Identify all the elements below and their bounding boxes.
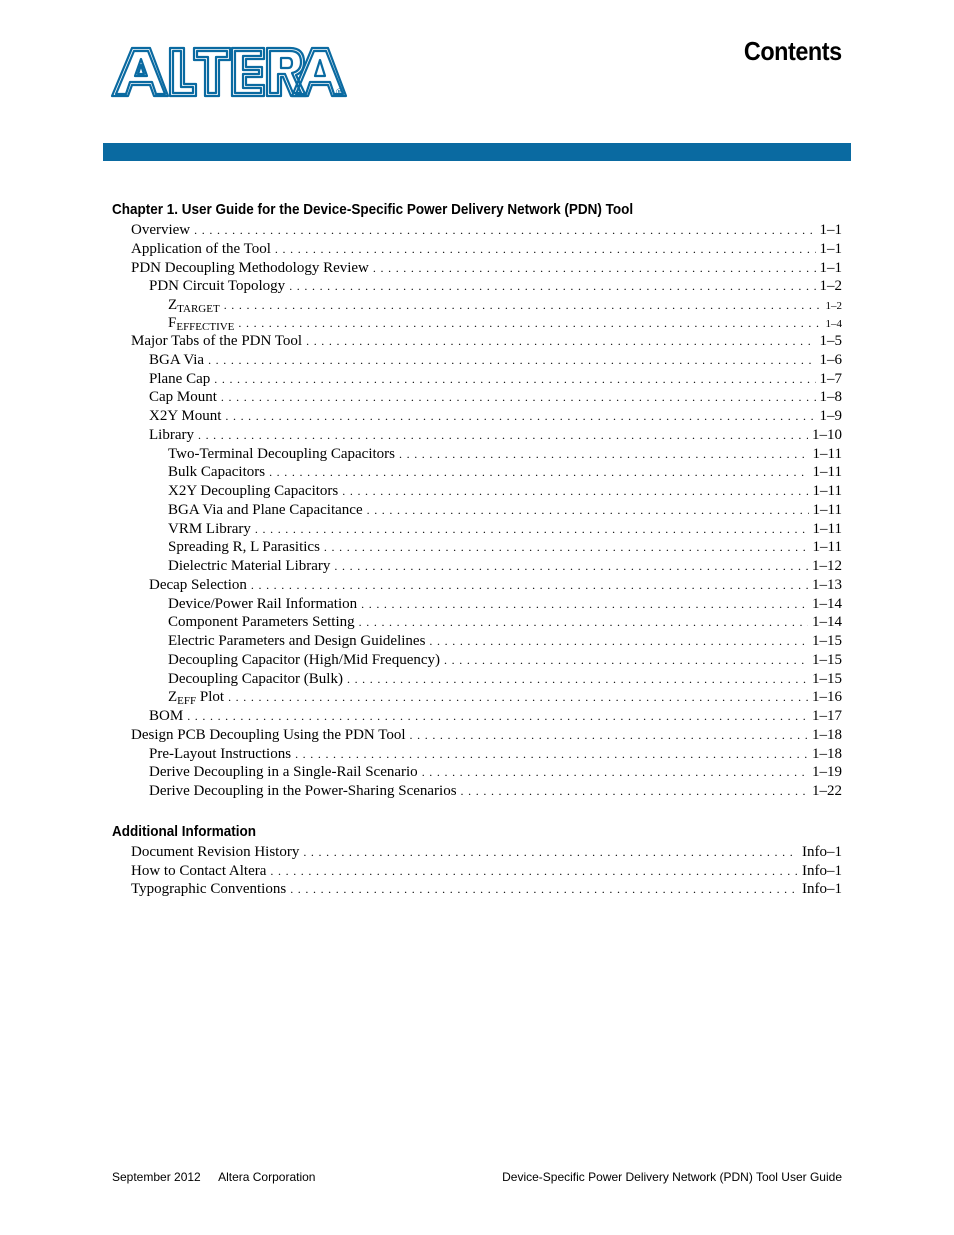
toc-entry-page: 1–17: [812, 708, 842, 724]
toc-entry[interactable]: [112, 463, 842, 482]
toc-entry-title: $Z_{EFF}$ Plot: [168, 689, 225, 708]
toc-entry-title: Bulk Capacitors: [168, 464, 266, 481]
chapter1-entries: [112, 221, 842, 801]
toc-entry[interactable]: [112, 296, 842, 314]
toc-entry[interactable]: [112, 482, 842, 501]
toc-entry-page: 1–12: [812, 558, 842, 574]
toc-entry-page: 1–11: [812, 539, 842, 556]
toc-entry-page: 1–9: [819, 408, 842, 424]
toc-entry[interactable]: [112, 501, 842, 520]
toc-entry[interactable]: [112, 332, 842, 351]
toc-entry-title: Typographic Conventions: [131, 881, 287, 898]
dot-leader: [306, 332, 815, 351]
footer-date: September 2012: [112, 1170, 201, 1184]
dot-leader: [410, 726, 808, 745]
toc-entry-title: Plane Cap: [149, 370, 211, 387]
toc-entry-title: Electric Parameters and Design Guidelines: [168, 633, 426, 649]
toc-entry[interactable]: [112, 314, 842, 332]
dot-leader: [399, 445, 809, 464]
footer-company: Altera Corporation: [218, 1170, 316, 1184]
toc-entry[interactable]: [112, 520, 842, 539]
toc-entry-title: Component Parameters Setting: [168, 614, 355, 631]
toc-entry[interactable]: [112, 632, 842, 651]
toc-entry-page: 1–1: [819, 222, 842, 238]
toc-entry-title: Major Tabs of the PDN Tool: [131, 333, 303, 349]
dot-leader: [361, 595, 808, 614]
dot-leader: [270, 862, 798, 881]
toc-entry[interactable]: [112, 595, 842, 614]
dot-leader: [275, 240, 816, 259]
toc-entry-title: Library: [149, 426, 194, 443]
toc-entry-page: Info–1: [802, 881, 842, 898]
toc-entry[interactable]: [112, 843, 842, 862]
dot-leader: [269, 463, 808, 482]
toc-entry-title: Dielectric Material Library: [168, 558, 331, 574]
toc-entry-title: Device/Power Rail Information: [168, 595, 358, 612]
toc-entry[interactable]: [112, 880, 842, 899]
dot-leader: [295, 745, 808, 764]
toc-entry-page: 1–7: [819, 370, 842, 387]
dot-leader: [347, 670, 808, 689]
toc-entry-page: 1–1: [819, 259, 842, 276]
toc-entry-title: Decap Selection: [149, 576, 247, 593]
toc-entry[interactable]: [112, 613, 842, 632]
toc-entry-title: Spreading R, L Parasitics: [168, 539, 320, 556]
toc-entry[interactable]: [112, 782, 842, 801]
dot-leader: [251, 576, 808, 595]
dot-leader: [290, 880, 798, 899]
toc-entry[interactable]: [112, 670, 842, 689]
toc-entry[interactable]: [112, 426, 842, 445]
dot-leader: [208, 351, 815, 370]
toc-entry-title: PDN Decoupling Methodology Review: [131, 259, 369, 276]
toc-entry-title: Two-Terminal Decoupling Capacitors: [168, 445, 395, 462]
toc-entry[interactable]: [112, 688, 842, 707]
toc-entry-page: 1–2: [825, 300, 842, 312]
toc-entry-title: Cap Mount: [149, 389, 217, 406]
toc-entry-title: BGA Via and Plane Capacitance: [168, 501, 363, 518]
toc-entry-page: 1–19: [812, 764, 842, 781]
toc-entry-page: 1–1: [819, 240, 842, 257]
toc-entry[interactable]: [112, 763, 842, 782]
dot-leader: [238, 314, 821, 333]
toc-entry-page: 1–15: [812, 651, 842, 668]
toc-entry[interactable]: [112, 221, 842, 240]
toc-entry[interactable]: [112, 862, 842, 881]
dot-leader: [461, 782, 808, 801]
page-title: Contents: [744, 36, 842, 66]
toc-entry-title: Decoupling Capacitor (High/Mid Frequency): [168, 651, 441, 668]
toc-entry-title: PDN Circuit Topology: [149, 278, 286, 295]
dot-leader: [324, 538, 809, 557]
toc-entry[interactable]: [112, 726, 842, 745]
toc-entry-page: Info–1: [802, 862, 842, 879]
dot-leader: [303, 843, 798, 862]
dot-leader: [359, 613, 808, 632]
toc-entry-page: 1–11: [812, 501, 842, 518]
toc-entry[interactable]: [112, 407, 842, 426]
toc-entry[interactable]: [112, 557, 842, 576]
toc-entry-title: Pre-Layout Instructions: [149, 745, 292, 762]
toc-entry[interactable]: [112, 707, 842, 726]
toc-entry-page: 1–6: [819, 351, 842, 368]
toc-entry[interactable]: [112, 576, 842, 595]
dot-leader: [198, 426, 808, 445]
toc-entry-page: 1–22: [812, 783, 842, 799]
footer-doc-title: Device-Specific Power Delivery Network (PDN) Tool User Guide: [502, 1170, 842, 1184]
dot-leader: [373, 259, 816, 278]
toc-entry-page: 1–15: [812, 633, 842, 649]
toc-entry-page: 1–15: [812, 670, 842, 687]
toc-entry[interactable]: [112, 745, 842, 764]
table-of-contents: [112, 199, 842, 899]
toc-entry-page: 1–4: [825, 318, 842, 330]
page-footer: [112, 1170, 842, 1184]
registered-mark-icon: ®: [336, 87, 343, 97]
toc-entry[interactable]: [112, 538, 842, 557]
toc-entry-page: Info–1: [802, 843, 842, 860]
additional-info-heading: Additional Information: [112, 822, 256, 840]
toc-entry-title: Application of the Tool: [131, 240, 271, 257]
dot-leader: [221, 388, 816, 407]
toc-entry-page: 1–2: [819, 278, 842, 295]
toc-entry-page: 1–14: [812, 614, 842, 631]
toc-entry-title: X2Y Decoupling Capacitors: [168, 483, 339, 499]
toc-entry-page: 1–11: [812, 464, 842, 481]
toc-entry-title: Derive Decoupling in a Single-Rail Scenario: [149, 764, 418, 781]
dot-leader: [444, 651, 808, 670]
toc-entry-title: BGA Via: [149, 351, 205, 368]
toc-entry[interactable]: [112, 277, 842, 296]
toc-entry-page: 1–8: [819, 389, 842, 406]
additional-entries: [112, 843, 842, 899]
toc-entry-title: Derive Decoupling in the Power-Sharing Scenarios: [149, 783, 457, 799]
dot-leader: [255, 520, 809, 539]
toc-entry[interactable]: [112, 351, 842, 370]
dot-leader: [289, 277, 815, 296]
toc-entry-page: 1–18: [812, 726, 842, 743]
dot-leader: [422, 763, 808, 782]
toc-entry[interactable]: [112, 240, 842, 259]
toc-entry-page: 1–18: [812, 745, 842, 762]
toc-entry-title: Overview: [131, 222, 191, 238]
toc-entry[interactable]: [112, 388, 842, 407]
dot-leader: [224, 296, 822, 315]
dot-leader: [187, 707, 808, 726]
toc-entry-title: Decoupling Capacitor (Bulk): [168, 670, 343, 687]
toc-entry-title: X2Y Mount: [149, 408, 222, 424]
dot-leader: [214, 370, 815, 389]
toc-entry-page: 1–11: [812, 445, 842, 462]
toc-entry-page: 1–14: [812, 595, 842, 612]
toc-entry-title: FEFFECTIVE: [168, 315, 235, 333]
toc-entry-page: 1–5: [819, 333, 842, 349]
dot-leader: [228, 688, 808, 707]
dot-leader: [342, 482, 808, 501]
toc-entry-page: 1–10: [812, 426, 842, 443]
toc-entry-page: 1–11: [812, 520, 842, 537]
dot-leader: [194, 221, 815, 240]
chapter-heading: Chapter 1. User Guide for the Device-Specific Power Delivery Network (PDN) Tool: [112, 201, 634, 218]
dot-leader: [429, 632, 808, 651]
dot-leader: [367, 501, 809, 520]
toc-entry-title: BOM: [149, 708, 184, 724]
toc-entry-title: Design PCB Decoupling Using the PDN Tool: [131, 726, 406, 743]
header-band: [103, 143, 851, 161]
toc-entry-title: Document Revision History: [131, 843, 300, 860]
toc-entry-page: 1–13: [812, 576, 842, 593]
toc-entry-title: VRM Library: [168, 520, 251, 537]
dot-leader: [225, 407, 815, 426]
dot-leader: [334, 557, 808, 576]
toc-entry[interactable]: [112, 445, 842, 464]
toc-entry-page: 1–16: [812, 689, 842, 706]
toc-entry[interactable]: [112, 259, 842, 278]
toc-entry-page: 1–11: [812, 483, 842, 499]
altera-logo: [110, 44, 350, 100]
toc-entry[interactable]: [112, 651, 842, 670]
toc-entry-title: How to Contact Altera: [131, 862, 267, 879]
toc-entry[interactable]: [112, 370, 842, 389]
toc-entry-title: ZTARGET: [168, 297, 220, 315]
